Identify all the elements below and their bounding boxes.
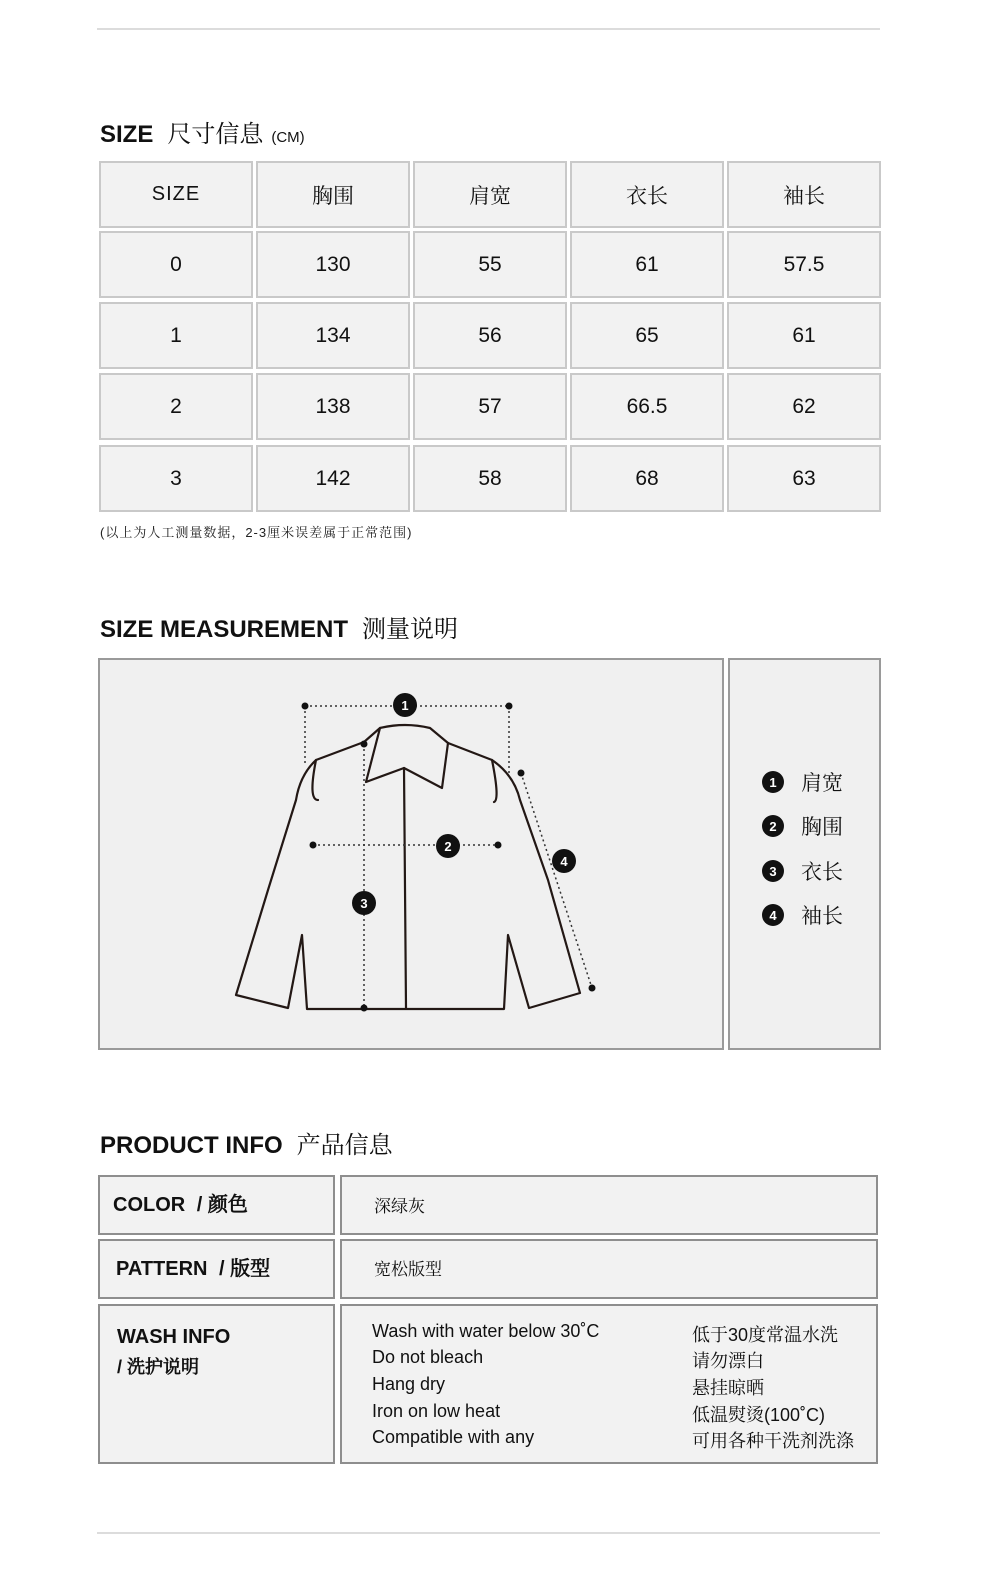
legend-number-badge: 3 <box>762 860 784 882</box>
size-cell: 58 <box>413 445 567 512</box>
size-cell: 68 <box>570 445 724 512</box>
color-value-cell <box>340 1175 878 1235</box>
color-label-cell <box>98 1175 335 1235</box>
svg-text:4: 4 <box>560 854 568 869</box>
svg-text:3: 3 <box>360 896 368 911</box>
size-cell: 55 <box>413 231 567 298</box>
wash-line-en: Hang dry <box>372 1374 446 1394</box>
legend-item <box>762 767 843 797</box>
size-cell: 57 <box>413 373 567 440</box>
size-cell: 138 <box>256 373 410 440</box>
wash-line-cn: 可用各种干洗剂洗涤 <box>692 1431 854 1451</box>
size-header-cell: 胸围 <box>256 161 410 228</box>
size-cell: 0 <box>99 231 253 298</box>
wash-line-en: Do not bleach <box>372 1347 484 1367</box>
size-cell: 142 <box>256 445 410 512</box>
wash-line-en: Iron on low heat <box>372 1401 501 1421</box>
color-label-cn: / 颜色 <box>196 1194 248 1216</box>
svg-text:1: 1 <box>401 698 409 713</box>
wash-line-cn: 低于30度常温水洗 <box>692 1325 839 1345</box>
pattern-value: 宽松版型 <box>374 1260 442 1279</box>
jacket-outline-icon <box>236 725 580 1009</box>
size-title: SIZE <box>100 121 154 148</box>
size-heading <box>100 114 305 149</box>
jacket-diagram-panel <box>98 658 724 1050</box>
measurement-heading <box>100 609 458 644</box>
wash-label-cn: / 洗护说明 <box>117 1357 200 1377</box>
size-cell: 63 <box>727 445 881 512</box>
measurement-title-cn: 测量说明 <box>362 616 459 643</box>
svg-text:2: 2 <box>444 839 452 854</box>
size-cell: 61 <box>727 302 881 369</box>
size-cell: 66.5 <box>570 373 724 440</box>
color-label: COLOR <box>113 1194 186 1216</box>
measurement-legend <box>728 658 881 1050</box>
size-cell: 3 <box>99 445 253 512</box>
legend-label: 肩宽 <box>801 772 843 795</box>
legend-number-badge: 2 <box>762 815 784 837</box>
size-cell: 57.5 <box>727 231 881 298</box>
bottom-divider <box>97 1532 880 1534</box>
legend-label: 胸围 <box>801 816 843 839</box>
product-title: PRODUCT INFO <box>100 1132 283 1159</box>
wash-label-cell <box>98 1304 335 1464</box>
legend-label: 袖长 <box>801 905 843 928</box>
product-title-cn: 产品信息 <box>296 1132 393 1159</box>
size-header-cell: 袖长 <box>727 161 881 228</box>
pattern-value-cell <box>340 1239 878 1299</box>
pattern-label-cell <box>98 1239 335 1299</box>
size-cell: 61 <box>570 231 724 298</box>
wash-line-cn: 悬挂晾晒 <box>692 1378 764 1398</box>
size-cell: 56 <box>413 302 567 369</box>
size-cell: 65 <box>570 302 724 369</box>
wash-label: WASH INFO <box>117 1326 231 1348</box>
measurement-title: SIZE MEASUREMENT <box>100 616 349 643</box>
size-cell: 1 <box>99 302 253 369</box>
top-divider <box>97 28 880 30</box>
measurement-note: (以上为人工测量数据，2-3厘米误差属于正常范围) <box>100 525 413 540</box>
size-unit: (CM) <box>271 129 305 146</box>
marker-2 <box>436 834 460 858</box>
legend-item <box>762 900 843 930</box>
size-title-cn: 尺寸信息 <box>167 121 264 148</box>
legend-number-badge: 4 <box>762 904 784 926</box>
legend-number-badge: 1 <box>762 771 784 793</box>
size-header-cell: 衣长 <box>570 161 724 228</box>
color-value: 深绿灰 <box>374 1197 425 1216</box>
product-heading <box>100 1125 393 1160</box>
legend-label: 衣长 <box>801 861 843 884</box>
wash-line-cn: 低温熨烫(100˚C) <box>692 1405 826 1425</box>
marker-3 <box>352 891 376 915</box>
jacket-diagram <box>100 660 722 1048</box>
pattern-label-cn: / 版型 <box>219 1258 271 1280</box>
pattern-label: PATTERN <box>116 1258 208 1280</box>
size-cell: 134 <box>256 302 410 369</box>
wash-line-en: Compatible with any <box>372 1427 535 1447</box>
size-cell: 130 <box>256 231 410 298</box>
legend-item <box>762 811 843 841</box>
legend-item <box>762 856 843 886</box>
wash-line-en: Wash with water below 30˚C <box>372 1321 600 1341</box>
wash-value-cell <box>340 1304 878 1464</box>
size-header-cell: 肩宽 <box>413 161 567 228</box>
size-cell: 2 <box>99 373 253 440</box>
marker-4 <box>552 849 576 873</box>
marker-1 <box>393 693 417 717</box>
wash-line-cn: 请勿漂白 <box>692 1351 764 1371</box>
size-cell: 62 <box>727 373 881 440</box>
size-header-cell: SIZE <box>99 161 253 228</box>
